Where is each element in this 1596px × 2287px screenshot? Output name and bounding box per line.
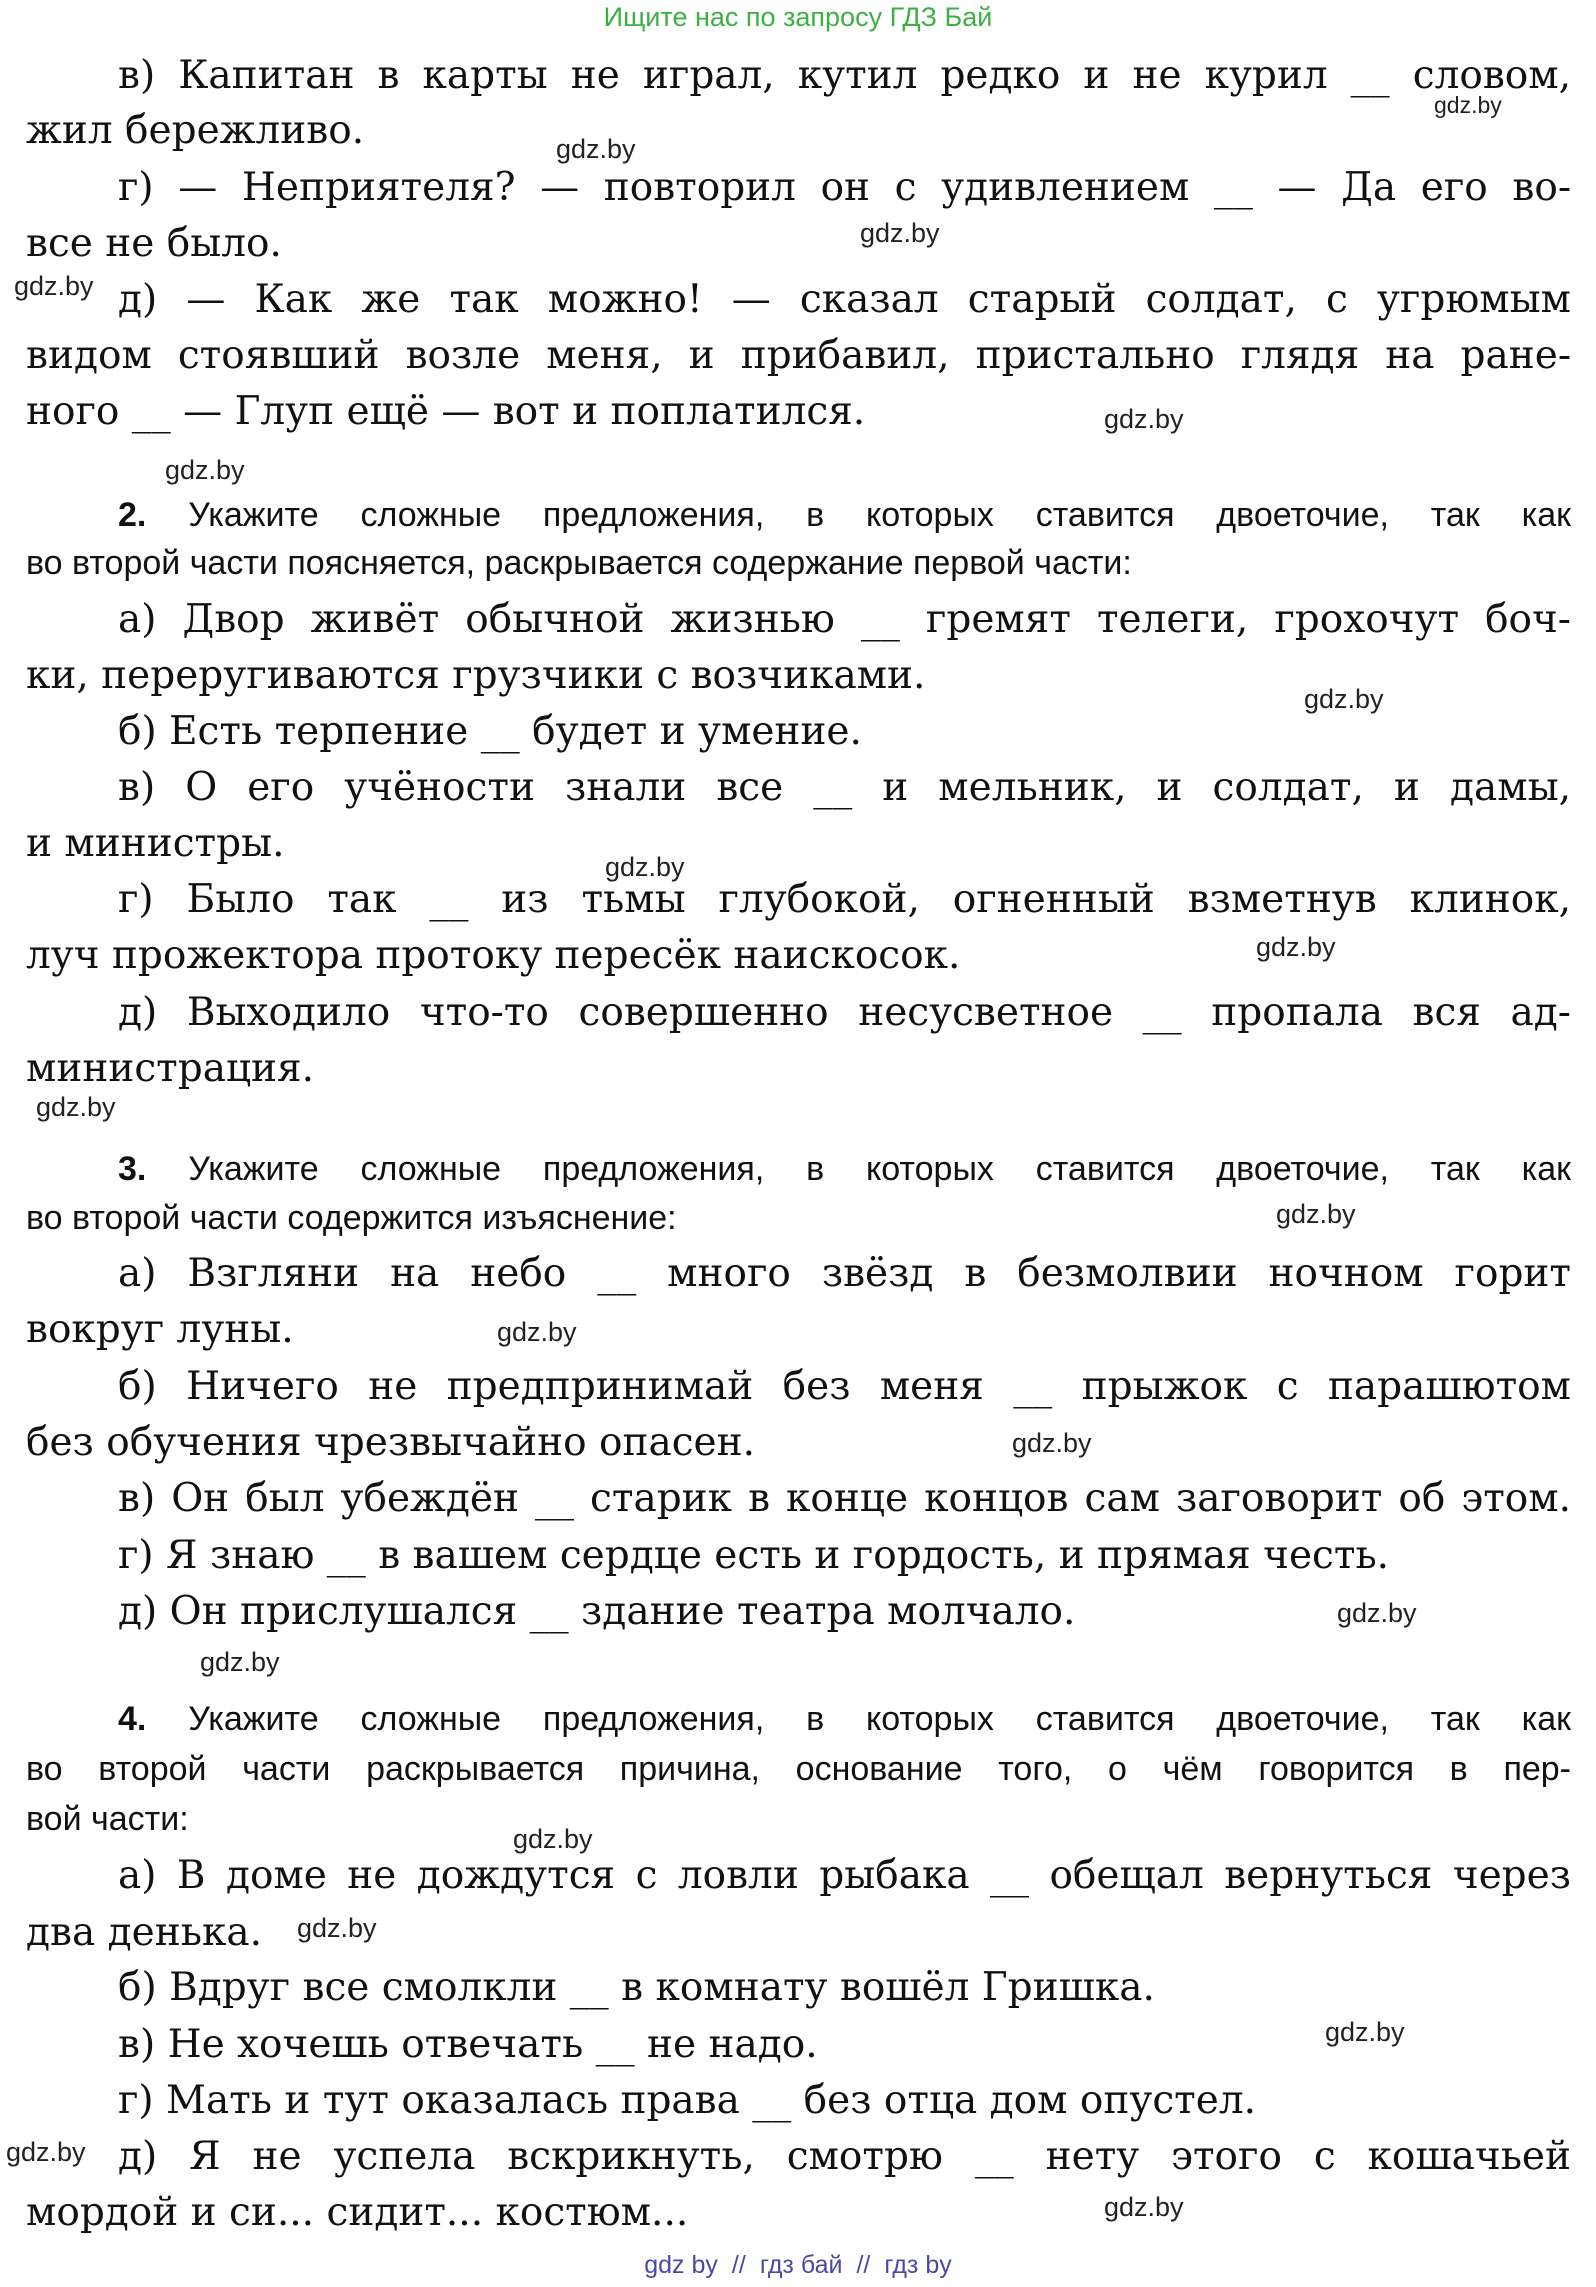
watermark: gdz.by <box>1104 404 1184 434</box>
task-2-item-d-cont: министрация. <box>26 1046 315 1091</box>
task-2-prompt-cont: во второй части поясняется, раскрывается содержание первой части: <box>26 544 1132 582</box>
exercise-1-line-g: г) — Неприятеля? — повторил он с удивлением __ — Да его во- <box>118 165 1571 210</box>
watermark: gdz.by <box>1276 1199 1356 1229</box>
task-4-item-d-cont: мордой и си... сидит... костюм... <box>26 2190 689 2235</box>
exercise-1-line-v-cont: жил бережливо. <box>26 108 365 153</box>
task-4-item-b: б) Вдруг все смолкли __ в комнату вошёл Гришка. <box>118 1965 1155 2010</box>
watermark: gdz.by <box>14 271 94 301</box>
exercise-1-line-d-end: ного __ — Глуп ещё — вот и поплатился. <box>26 389 866 434</box>
task-2-item-d: д) Выходило что-то совершенно несусветное __ пропала вся ад- <box>118 990 1571 1035</box>
task-4-item-a: а) В доме не дождутся с ловли рыбака __ обещал вернуться через <box>118 1853 1571 1898</box>
task-4-prompt-end: вой части: <box>26 1800 189 1838</box>
exercise-1-line-d: д) — Как же так можно! — сказал старый солдат, с угрюмым <box>118 277 1571 322</box>
watermark: gdz.by <box>860 218 940 248</box>
task-3-prompt <box>118 1147 1571 1191</box>
task-2-item-a-cont: ки, переругиваются грузчики с возчиками. <box>26 653 926 698</box>
search-hint-banner: Ищите нас по запросу ГДЗ Бай <box>603 2 993 32</box>
task-prompt-text: Укажите сложные предложения, в которых ставится двоеточие, так как <box>188 1150 1571 1188</box>
task-number: 4. <box>118 1700 147 1738</box>
task-3-item-a-cont: вокруг луны. <box>26 1307 294 1352</box>
task-3-item-b-cont: без обучения чрезвычайно опасен. <box>26 1420 756 1465</box>
footer-separator: // <box>856 2251 871 2279</box>
task-number: 2. <box>118 496 147 534</box>
task-2-item-b: б) Есть терпение __ будет и умение. <box>118 709 862 754</box>
watermark: gdz.by <box>1256 932 1336 962</box>
task-3-item-d: д) Он прислушался __ здание театра молчало. <box>118 1589 1076 1634</box>
watermark: gdz.by <box>497 1317 577 1347</box>
exercise-1-line-d-cont: видом стоявший возле меня, и прибавил, пристально глядя на ране- <box>26 333 1571 378</box>
watermark: gdz.by <box>165 455 245 485</box>
watermark: gdz.by <box>1304 684 1384 714</box>
watermark: gdz.by <box>513 1824 593 1854</box>
task-2-item-a: а) Двор живёт обычной жизнью __ гремят телеги, грохочут боч- <box>118 597 1571 642</box>
task-number: 3. <box>118 1150 147 1188</box>
task-3-item-a: а) Взгляни на небо __ много звёзд в безмолвии ночном горит <box>118 1251 1571 1296</box>
footer-separator: // <box>731 2251 746 2279</box>
footer-link-gdz-bai[interactable]: гдз бай <box>759 2251 843 2279</box>
task-2-item-v-cont: и министры. <box>26 821 285 866</box>
task-4-prompt <box>118 1697 1571 1741</box>
task-3-prompt-cont: во второй части содержится изъяснение: <box>26 1199 677 1237</box>
task-3-item-v: в) Он был убеждён __ старик в конце концов сам заговорит об этом. <box>118 1476 1571 1521</box>
watermark: gdz.by <box>6 2137 86 2167</box>
task-2-item-v: в) О его учёности знали все __ и мельник, и солдат, и дамы, <box>118 765 1571 810</box>
watermark: gdz.by <box>1012 1428 1092 1458</box>
task-4-prompt-cont: во второй части раскрывается причина, основание того, о чём говорится в пер- <box>26 1750 1571 1788</box>
task-4-item-a-cont: два денька. <box>26 1910 262 1955</box>
task-4-item-g: г) Мать и тут оказалась права __ без отца дом опустел. <box>118 2078 1256 2123</box>
task-prompt-text: Укажите сложные предложения, в которых ставится двоеточие, так как <box>188 496 1571 534</box>
watermark: gdz.by <box>36 1092 116 1122</box>
task-4-item-d: д) Я не успела вскрикнуть, смотрю __ нету этого с кошачьей <box>118 2134 1571 2179</box>
watermark: gdz.by <box>1104 2192 1184 2222</box>
watermark: gdz.by <box>1337 1598 1417 1628</box>
exercise-1-line-g-cont: все не было. <box>26 221 282 266</box>
task-3-item-b: б) Ничего не предпринимай без меня __ прыжок с парашютом <box>118 1364 1571 1409</box>
watermark: gdz.by <box>297 1913 377 1943</box>
footer-link-gdz-by[interactable]: gdz by <box>644 2251 718 2279</box>
task-3-item-g: г) Я знаю __ в вашем сердце есть и гордость, и прямая честь. <box>118 1533 1390 1578</box>
watermark: gdz.by <box>1434 92 1502 118</box>
footer-link-gdz-by-cyr[interactable]: гдз by <box>884 2251 952 2279</box>
task-2-item-g-cont: луч прожектора протоку пересёк наискосок. <box>26 933 961 978</box>
task-4-item-v: в) Не хочешь отвечать __ не надо. <box>118 2022 818 2067</box>
watermark: gdz.by <box>556 134 636 164</box>
watermark: gdz.by <box>1325 2017 1405 2047</box>
watermark: gdz.by <box>200 1647 280 1677</box>
exercise-1-line-v: в) Капитан в карты не играл, кутил редко и не курил __ словом, <box>118 53 1571 98</box>
task-2-item-g: г) Было так __ из тьмы глубокой, огненный взметнув клинок, <box>118 877 1571 922</box>
task-2-prompt <box>118 493 1571 537</box>
task-prompt-text: Укажите сложные предложения, в которых ставится двоеточие, так как <box>188 1700 1571 1738</box>
watermark: gdz.by <box>605 852 685 882</box>
footer-links <box>0 2250 1596 2280</box>
